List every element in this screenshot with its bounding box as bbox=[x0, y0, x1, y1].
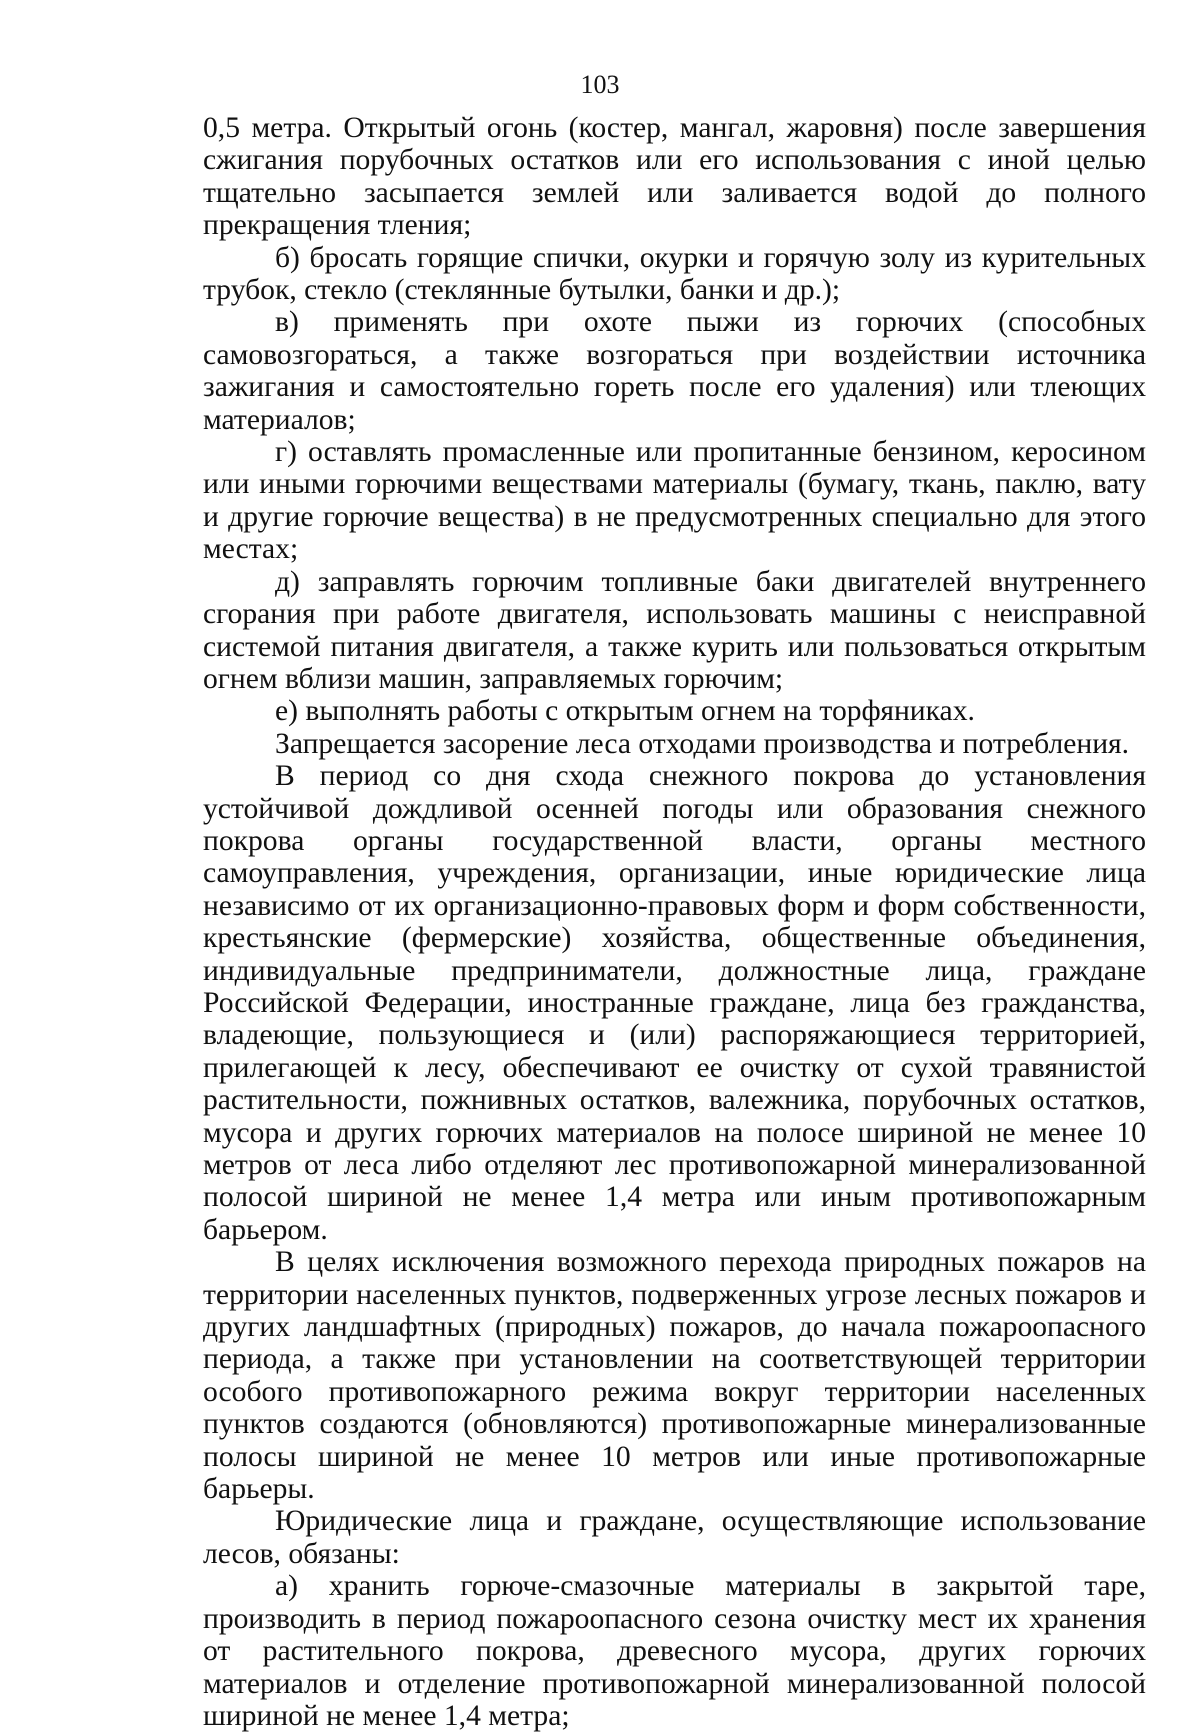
list-item-g: г) оставлять промасленные или пропитанные бензином, керосином или иными горючими веществами материалы (бумагу, ткань, паклю, вату и другие горючие вещества) в не предусмотренных специально для этого местах; bbox=[203, 436, 1146, 566]
paragraph-littering-ban: Запрещается засорение леса отходами производства и потребления. bbox=[275, 727, 1130, 760]
page-number: 103 bbox=[580, 70, 620, 99]
paragraph-continuation: 0,5 метра. Открытый огонь (костер, мангал, жаровня) после завершения сжигания порубочных остатков или его использования с иной целью тщательно засыпается землей или заливается водой до полного прекращения тления; bbox=[203, 112, 1146, 242]
list-item-a: а) хранить горюче-смазочные материалы в закрытой таре, производить в период пожароопасного сезона очистку мест их хранения от растительного покрова, древесного мусора, других горючих материалов и отделение противопожарной минерализованной полосой шириной не менее 1,4 метра; bbox=[203, 1570, 1146, 1732]
document-body bbox=[203, 112, 1146, 1732]
list-item-b: б) бросать горящие спички, окурки и горячую золу из курительных трубок, стекло (стеклянные бутылки, банки и др.); bbox=[203, 241, 1146, 307]
list-item-d: д) заправлять горючим топливные баки двигателей внутреннего сгорания при работе двигателя, использовать машины с неисправной системой питания двигателя, а также курить или пользоваться открытым огнем вблизи машин, заправляемых горючим; bbox=[203, 565, 1146, 695]
list-item-v: в) применять при охоте пыжи из горючих (способных самовозгораться, а также возгораться при воздействии источника зажигания и самостоятельно гореть после его удаления) или тлеющих материалов; bbox=[203, 306, 1146, 436]
paragraph-obligations-intro: Юридические лица и граждане, осуществляющие использование лесов, обязаны: bbox=[203, 1505, 1146, 1570]
paragraph-fire-barriers: В целях исключения возможного перехода природных пожаров на территории населенных пунктов, подверженных угрозе лесных пожаров и других ландшафтных (природных) пожаров, до начала пожароопасного периода, а также при установлении на соответствующей территории особого противопожарного режима вокруг территории населенных пунктов создаются (обновляются) противопожарные минерализованные полосы шириной не менее 10 метров или иные противопожарные барьеры. bbox=[203, 1246, 1146, 1506]
paragraph-cleaning-period: В период со дня схода снежного покрова до установления устойчивой дождливой осенней погоды или образования снежного покрова органы государственной власти, органы местного самоуправления, учреждения, организации, иные юридические лица независимо от их организационно-правовых форм и форм собственности, крестьянские (фермерские) хозяйства, общественные объединения, индивидуальные предприниматели, должностные лица, граждане Российской Федерации, иностранные граждане, лица без гражданства, владеющие, пользующиеся и (или) распоряжающиеся территорией, прилегающей к лесу, обеспечивают ее очистку от сухой травянистой растительности, пожнивных остатков, валежника, порубочных остатков, мусора и других горючих материалов на полосе шириной не менее 10 метров от леса либо отделяют лес противопожарной минерализованной полосой шириной не менее 1,4 метра или иным противопожарным барьером. bbox=[203, 760, 1146, 1246]
list-item-e: е) выполнять работы с открытым огнем на торфяниках. bbox=[275, 695, 975, 728]
